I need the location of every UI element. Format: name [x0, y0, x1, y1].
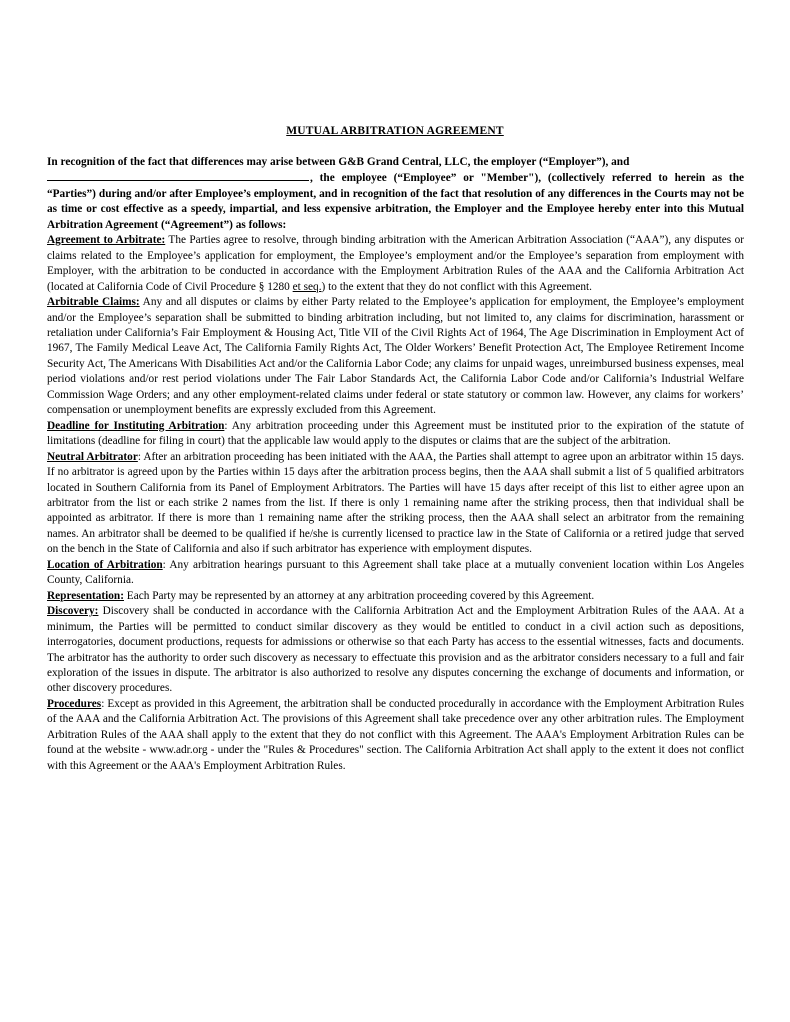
document-body	[47, 155, 744, 774]
section-neutral-arbitrator	[47, 450, 744, 558]
employee-name-blank	[47, 170, 309, 181]
section-procedures	[47, 697, 744, 774]
section-heading: Representation:	[47, 589, 124, 602]
section-heading: Neutral Arbitrator	[47, 450, 138, 463]
section-deadline	[47, 419, 744, 450]
section-heading: Discovery:	[47, 605, 99, 618]
section-text: : Any arbitration proceeding under this Agreement must be instituted prior to the expiration of the statute of limitations (deadline for filing in court) that the applicable law would apply to the disputes or claims that are the subject of the arbitration.	[47, 419, 744, 448]
section-text: Discovery shall be conducted in accordance with the California Arbitration Act and the Employment Arbitration Rules of the AAA. At a minimum, the Parties will be permitted to conduct similar discovery as they would be entitled to conduct in a civil action such as depositions, interrogatories, document productions, requests for admissions or otherwise so that each Party has access to the essential witnesses, facts and documents. The arbitrator has the authority to order such discovery as necessary to effectuate this provision and as the arbitrator considers necessary to a full and fair exploration of the issues in dispute. The arbitrator is also authorized to resolve any disputes concerning the exchange of documents and information, or other discovery procedures.	[47, 605, 744, 695]
section-heading: Arbitrable Claims:	[47, 296, 140, 309]
section-text: : Except as provided in this Agreement, the arbitration shall be conducted procedurally in accordance with the Employment Arbitration Rules of the AAA and the California Arbitration Act. The provisions of this Agreement shall take precedence over any other arbitration rules. The Employment Arbitration Rules of the AAA shall apply to the extent that they do not conflict with this Agreement. The AAA's Employment Arbitration Rules can be found at the website - www.adr.org - under the "Rules & Procedures" section. The California Arbitration Act shall apply to the extent it does not conflict with this Agreement or the AAA's Employment Arbitration Rules.	[47, 697, 744, 772]
section-arbitrable-claims	[47, 295, 744, 419]
section-text-end: ) to the extent that they do not conflict with this Agreement.	[321, 280, 592, 293]
section-heading: Deadline for Instituting Arbitration	[47, 419, 225, 432]
intro-text-end: , the employee (“Employee” or "Member"), (collectively referred to herein as the “Parties”) during and/or after Employee’s employment, and in recognition of the fact that resolution of any differences in the Courts may not be as time or cost effective as a speedy, impartial, and less expensive arbitration, the Employer and the Employee hereby enter into this Mutual Arbitration Agreement (“Agreement”) as follows:	[47, 172, 744, 231]
intro-text-start: In recognition of the fact that differences may arise between G&B Grand Central, LLC, the employer (“Employer”), and	[47, 156, 630, 168]
intro-paragraph	[47, 155, 744, 233]
section-text: : Any arbitration hearings pursuant to this Agreement shall take place at a mutually convenient location within Los Angeles County, California.	[47, 558, 744, 587]
document-title: MUTUAL ARBITRATION AGREEMENT	[286, 125, 504, 137]
section-location	[47, 558, 744, 589]
section-heading: Location of Arbitration	[47, 558, 163, 571]
et-seq-text: et seq.	[292, 280, 322, 293]
section-heading: Agreement to Arbitrate:	[47, 234, 166, 247]
section-text: The Parties agree to resolve, through binding arbitration with the American Arbitration Association (“AAA”), any disputes or claims related to the Employee’s application for employment, the Employee’s employment and/or the Employee’s separation from employment with Employer, with the arbitration to be conducted in accordance with the Employment Arbitration Rules of the AAA and the California Arbitration Act (located at California Code of Civil Procedure § 1280	[47, 234, 744, 293]
section-text: Each Party may be represented by an attorney at any arbitration proceeding covered by this Agreement.	[123, 589, 595, 602]
section-text: : After an arbitration proceeding has been initiated with the AAA, the Parties shall attempt to agree upon an arbitrator within 15 days. If no arbitrator is agreed upon by the Parties within 15 days after the arbitration process begins, then the AAA shall submit a list of 5 qualified arbitrators located in Southern California from its Panel of Employment Arbitrators. The Parties will have 15 days after receipt of this list to either agree upon an arbitrator from the list or each strike 2 names from the list. If there is only 1 remaining name after the striking process, then that individual shall be appointed as arbitrator. If there is more than 1 remaining name after the striking process, then the AAA shall select an arbitrator from the remaining names. An arbitrator shall be deemed to be qualified if he/she is currently licensed to practice law in the State of California or a retired judge that served on the bench in the State of California and also if such arbitrator has experience with employment disputes.	[47, 450, 744, 556]
section-heading: Procedures	[47, 697, 102, 710]
section-discovery	[47, 604, 744, 697]
section-agreement-to-arbitrate	[47, 233, 744, 295]
section-representation	[47, 589, 744, 604]
section-text: Any and all disputes or claims by either Party related to the Employee’s application for employment, the Employee’s employment and/or the Employee’s separation shall be submitted to binding arbitration including, but not limited to, any claims for discrimination, harassment or retaliation under California’s Fair Employment & Housing Act, Title VII of the Civil Rights Act of 1964, The Age Discrimination in Employment Act of 1967, The Family Medical Leave Act, The California Family Rights Act, The Older Workers’ Benefit Protection Act, The Employee Retirement Income Security Act, The Americans With Disabilities Act and/or the California Labor Code; any claims for unpaid wages, unreimbursed business expenses, meal period violations and/or rest period violations under The Fair Labor Standards Act, the California Labor Code and/or California’s Industrial Welfare Commission Wage Orders; and any other employment-related claims under federal or state statutory or common law. However, any claims for workers’ compensation or unemployment benefits are expressly excluded from this Agreement.	[47, 296, 744, 417]
